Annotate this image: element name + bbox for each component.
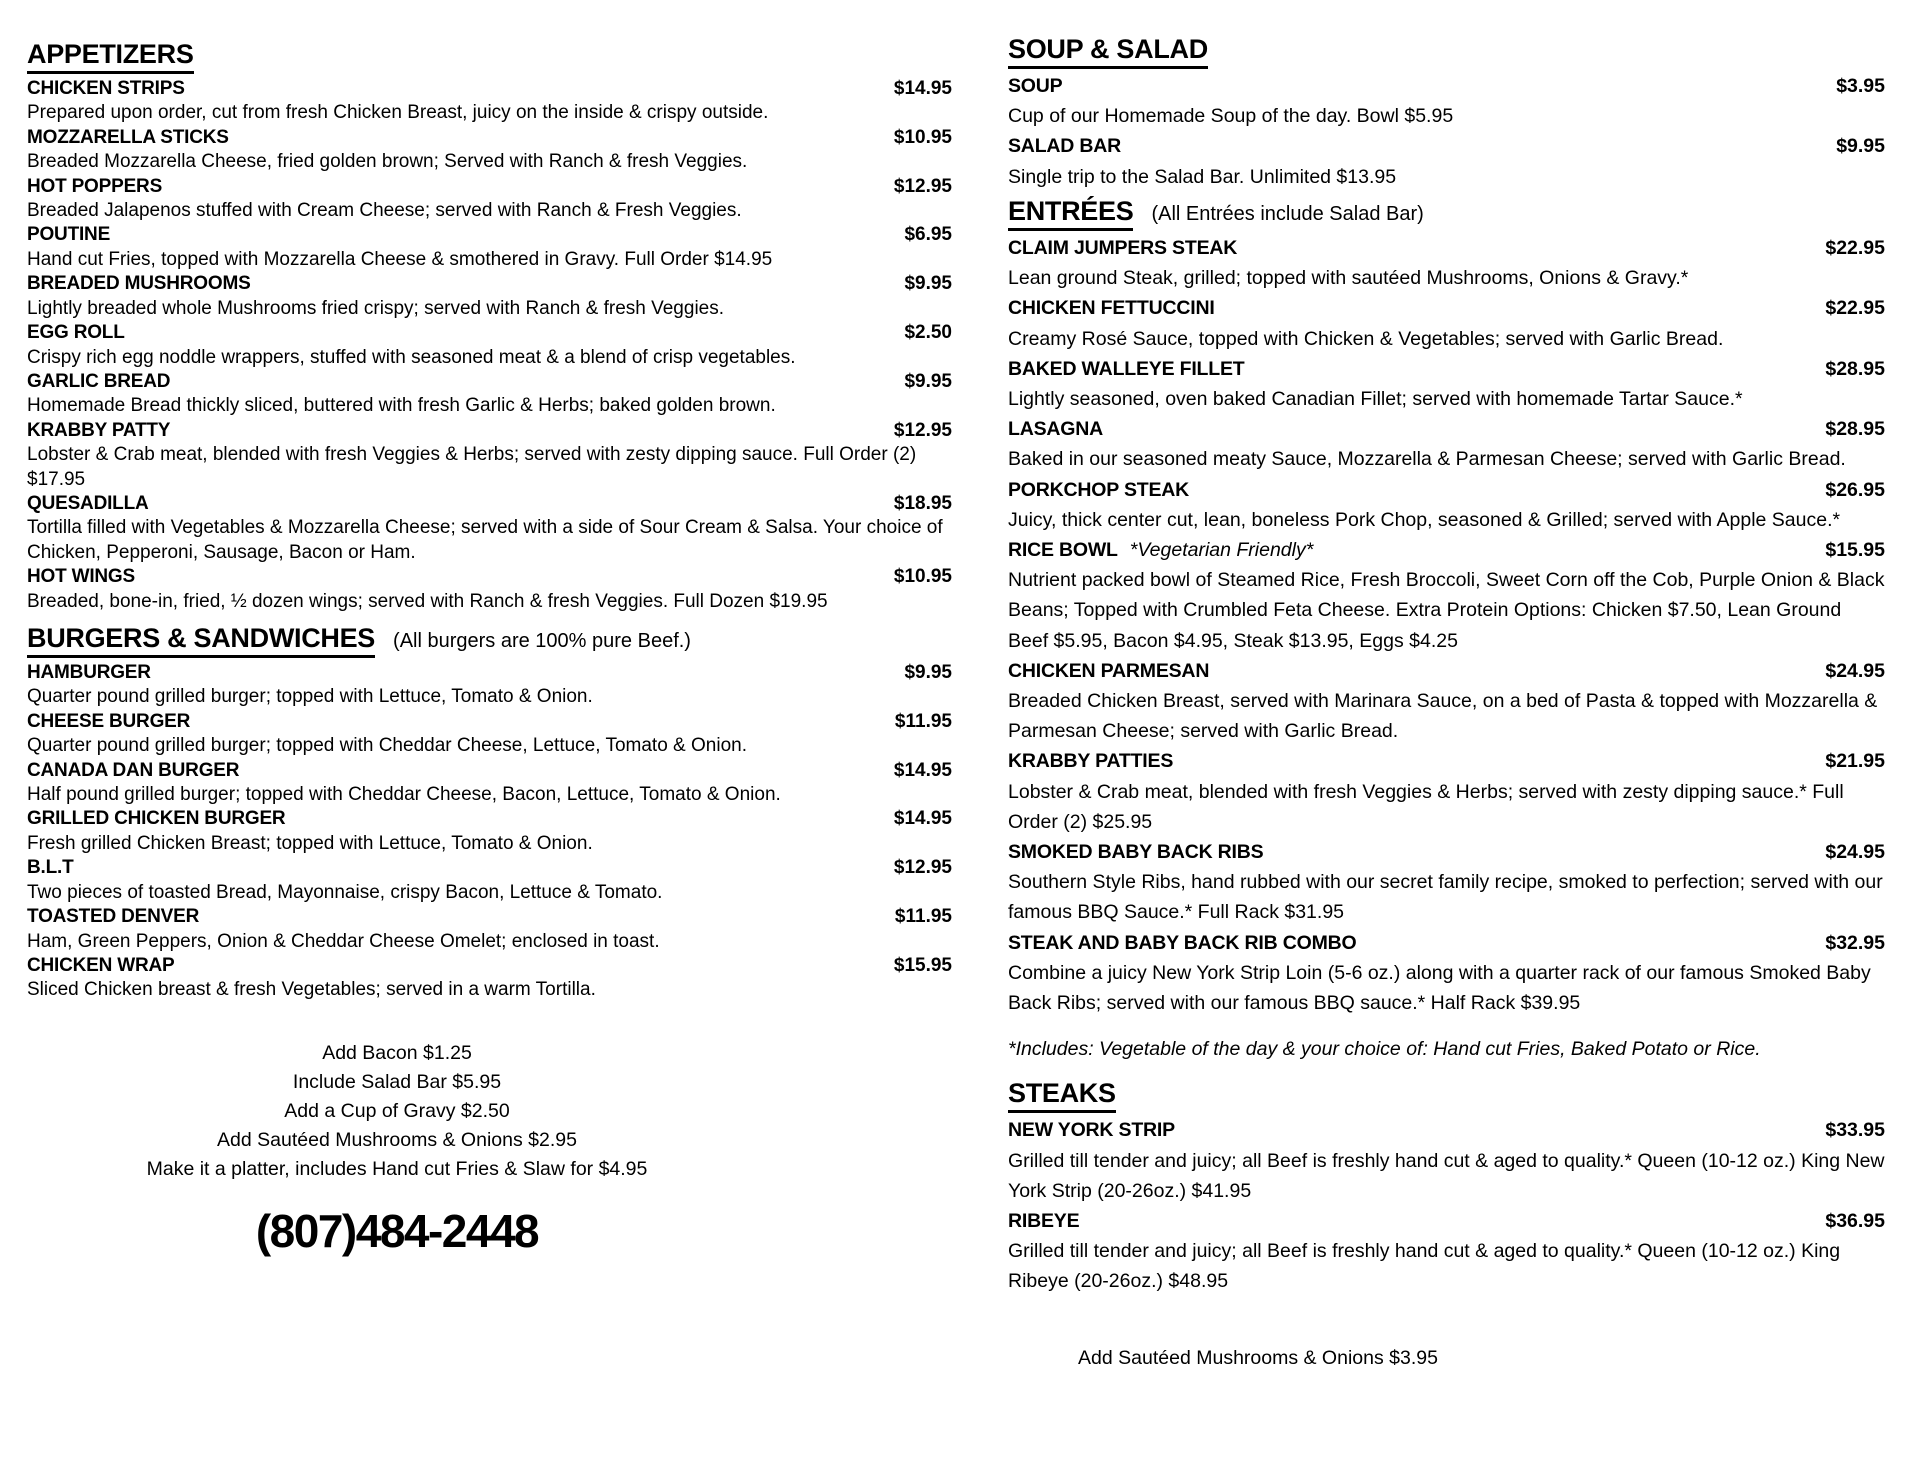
right-sections xyxy=(1008,34,1885,1297)
section-header xyxy=(1008,34,1885,69)
menu-item xyxy=(1008,746,1885,837)
item-description: Quarter pound grilled burger; topped with Lettuce, Tomato & Onion. xyxy=(27,686,593,708)
item-head xyxy=(1008,71,1885,101)
item-name: EGG ROLL xyxy=(27,322,125,344)
item-head xyxy=(1008,354,1885,384)
item-price: $2.50 xyxy=(904,322,952,344)
item-price: $6.95 xyxy=(904,224,952,246)
menu-item xyxy=(27,272,952,321)
item-head xyxy=(27,321,952,345)
item-head xyxy=(1008,656,1885,686)
menu-item xyxy=(1008,71,1885,131)
menu-item xyxy=(27,321,952,370)
menu-item xyxy=(27,492,952,565)
item-name: RICE BOWL xyxy=(1008,538,1118,561)
item-name-note: *Vegetarian Friendly* xyxy=(1129,538,1314,561)
item-head xyxy=(27,759,952,783)
item-description: Tortilla filled with Vegetables & Mozzarella Cheese; served with a side of Sour Cream & Salsa. Your choice of Chicken, Pepperoni, Sausage, Bacon or Ham. xyxy=(27,517,943,563)
item-head xyxy=(1008,233,1885,263)
item-name: SOUP xyxy=(1008,75,1063,98)
item-description: Fresh grilled Chicken Breast; topped with Lettuce, Tomato & Onion. xyxy=(27,832,593,854)
item-description: Lobster & Crab meat, blended with fresh Veggies & Herbs; served with zesty dipping sauce.* Full Order (2) $25.95 xyxy=(1008,780,1844,833)
item-price: $26.95 xyxy=(1825,478,1885,501)
item-name: NEW YORK STRIP xyxy=(1008,1119,1175,1142)
item-price: $14.95 xyxy=(893,78,952,100)
left-sections xyxy=(27,39,952,1003)
section-header xyxy=(1008,1078,1885,1113)
menu-item xyxy=(27,223,952,272)
item-name: BAKED WALLEYE FILLET xyxy=(1008,357,1245,380)
item-name: MOZZARELLA STICKS xyxy=(27,126,229,148)
section-items xyxy=(1008,1115,1885,1296)
addon-line: Add Bacon $1.25 xyxy=(322,1041,472,1064)
left-addons xyxy=(27,1039,767,1184)
section-title: STEAKS xyxy=(1008,1078,1116,1113)
menu-item xyxy=(27,759,952,808)
item-price: $18.95 xyxy=(893,492,952,514)
item-description: Crispy rich egg noddle wrappers, stuffed with seasoned meat & a blend of crisp vegetables. xyxy=(27,346,796,368)
addon-line: Add Sautéed Mushrooms & Onions $2.95 xyxy=(217,1128,577,1151)
section-items xyxy=(27,77,952,614)
item-price: $22.95 xyxy=(1825,297,1885,320)
item-head xyxy=(27,710,952,734)
item-name: STEAK AND BABY BACK RIB COMBO xyxy=(1008,931,1357,954)
item-price: $10.95 xyxy=(893,566,952,588)
menu-item xyxy=(27,807,952,856)
item-head xyxy=(1008,414,1885,444)
addon-line: Include Salad Bar $5.95 xyxy=(292,1070,502,1093)
item-price: $21.95 xyxy=(1825,750,1885,773)
item-price: $11.95 xyxy=(894,906,952,928)
item-name: KRABBY PATTY xyxy=(27,419,171,441)
right-column xyxy=(1008,30,1885,1373)
item-name: CHICKEN WRAP xyxy=(27,954,175,976)
menu-item xyxy=(27,565,952,614)
item-name: CANADA DAN BURGER xyxy=(27,759,240,781)
menu-section xyxy=(1008,196,1885,1065)
left-column xyxy=(27,30,952,1373)
menu-item xyxy=(1008,928,1885,1019)
item-description: Breaded, bone-in, fried, ½ dozen wings; served with Ranch & fresh Veggies. Full Dozen $19.95 xyxy=(27,590,828,612)
item-head xyxy=(27,565,952,589)
menu-item xyxy=(27,370,952,419)
item-head xyxy=(27,370,952,394)
menu-item xyxy=(27,661,952,710)
item-name: KRABBY PATTIES xyxy=(1008,750,1174,773)
section-header xyxy=(27,39,952,74)
item-head xyxy=(27,77,952,101)
phone-number: (807)484-2448 xyxy=(255,1204,539,1257)
menu-item xyxy=(27,175,952,224)
item-price: $28.95 xyxy=(1825,357,1885,380)
menu-section xyxy=(1008,1078,1885,1296)
item-price: $24.95 xyxy=(1825,659,1885,682)
item-name: CHICKEN FETTUCCINI xyxy=(1008,297,1215,320)
item-price: $32.95 xyxy=(1825,931,1885,954)
item-description: Sliced Chicken breast & fresh Vegetables; served in a warm Tortilla. xyxy=(27,979,596,1001)
item-head xyxy=(1008,475,1885,505)
addon-line: Make it a platter, includes Hand cut Fries & Slaw for $4.95 xyxy=(146,1157,648,1180)
item-name: QUESADILLA xyxy=(27,492,149,514)
addon-line: Add a Cup of Gravy $2.50 xyxy=(284,1099,510,1122)
item-head xyxy=(27,126,952,150)
item-description: Half pound grilled burger; topped with Cheddar Cheese, Bacon, Lettuce, Tomato & Onion. xyxy=(27,784,781,806)
item-head xyxy=(1008,837,1885,867)
item-head xyxy=(1008,928,1885,958)
item-description: Ham, Green Peppers, Onion & Cheddar Cheese Omelet; enclosed in toast. xyxy=(27,930,660,952)
item-description: Juicy, thick center cut, lean, boneless Pork Chop, seasoned & Grilled; served with Apple Sauce.* xyxy=(1008,508,1841,531)
item-description: Two pieces of toasted Bread, Mayonnaise, crispy Bacon, Lettuce & Tomato. xyxy=(27,881,663,903)
item-description: Combine a juicy New York Strip Loin (5-6 oz.) along with a quarter rack of our famous Smoked Baby Back Ribs; served with our famous BBQ sauce.* Half Rack $39.95 xyxy=(1008,961,1871,1014)
section-note: (All burgers are 100% pure Beef.) xyxy=(393,629,691,652)
item-price: $15.95 xyxy=(893,954,952,976)
item-name: HOT POPPERS xyxy=(27,175,163,197)
item-name: SMOKED BABY BACK RIBS xyxy=(1008,840,1264,863)
item-name: TOASTED DENVER xyxy=(27,906,200,928)
section-header xyxy=(1008,196,1885,231)
item-head xyxy=(1008,535,1885,565)
item-head xyxy=(1008,1206,1885,1236)
item-name: BREADED MUSHROOMS xyxy=(27,273,251,295)
item-name: RIBEYE xyxy=(1008,1210,1080,1233)
menu-item xyxy=(1008,535,1885,656)
menu-item xyxy=(1008,233,1885,293)
item-price: $9.95 xyxy=(904,370,952,392)
item-description: Lightly seasoned, oven baked Canadian Fillet; served with homemade Tartar Sauce.* xyxy=(1008,387,1743,410)
item-description: Prepared upon order, cut from fresh Chicken Breast, juicy on the inside & crispy outside. xyxy=(27,102,769,124)
item-price: $10.95 xyxy=(893,126,952,148)
item-description: Creamy Rosé Sauce, topped with Chicken & Vegetables; served with Garlic Bread. xyxy=(1008,327,1724,350)
item-description: Lobster & Crab meat, blended with fresh Veggies & Herbs; served with zesty dipping sauce. Full Order (2) $17.95 xyxy=(27,444,917,490)
item-name: HAMBURGER xyxy=(27,662,151,684)
item-name: CHICKEN STRIPS xyxy=(27,78,185,100)
menu-item xyxy=(27,419,952,492)
item-description: Grilled till tender and juicy; all Beef is freshly hand cut & aged to quality.* Queen (10-12 oz.) King New York Strip (20-26oz.) $41.95 xyxy=(1008,1149,1885,1202)
item-price: $9.95 xyxy=(1836,135,1885,158)
item-name: CHICKEN PARMESAN xyxy=(1008,659,1210,682)
item-description: Baked in our seasoned meaty Sauce, Mozzarella & Parmesan Cheese; served with Garlic Bread. xyxy=(1008,448,1846,471)
menu-item xyxy=(27,77,952,126)
menu-item xyxy=(27,856,952,905)
right-addons xyxy=(1008,1343,1508,1373)
item-name: LASAGNA xyxy=(1008,418,1104,441)
item-name: GARLIC BREAD xyxy=(27,370,171,392)
menu-item xyxy=(1008,1115,1885,1206)
item-head xyxy=(1008,293,1885,323)
menu-section xyxy=(27,623,952,1003)
item-head xyxy=(27,661,952,685)
item-head xyxy=(27,954,952,978)
item-description: Cup of our Homemade Soup of the day. Bowl $5.95 xyxy=(1008,105,1454,128)
item-price: $28.95 xyxy=(1825,418,1885,441)
menu-section xyxy=(27,39,952,614)
item-price: $9.95 xyxy=(904,273,952,295)
item-name: POUTINE xyxy=(27,224,111,246)
item-description: Single trip to the Salad Bar. Unlimited $13.95 xyxy=(1008,165,1397,188)
item-head xyxy=(1008,746,1885,776)
item-head xyxy=(27,175,952,199)
menu-item xyxy=(1008,131,1885,191)
item-name: PORKCHOP STEAK xyxy=(1008,478,1190,501)
item-head xyxy=(27,492,952,516)
section-footnote: *Includes: Vegetable of the day & your choice of: Hand cut Fries, Baked Potato or Rice. xyxy=(1008,1038,1761,1061)
item-description: Quarter pound grilled burger; topped with Cheddar Cheese, Lettuce, Tomato & Onion. xyxy=(27,735,747,757)
menu-item xyxy=(1008,293,1885,353)
menu-item xyxy=(27,710,952,759)
item-price: $12.95 xyxy=(893,857,952,879)
item-description: Southern Style Ribs, hand rubbed with our secret family recipe, smoked to perfection; served with our famous BBQ Sauce.* Full Rack $31.95 xyxy=(1008,871,1883,924)
item-head xyxy=(1008,1115,1885,1145)
item-price: $12.95 xyxy=(893,419,952,441)
section-title: ENTRÉES xyxy=(1008,196,1133,231)
item-description: Breaded Jalapenos stuffed with Cream Cheese; served with Ranch & Fresh Veggies. xyxy=(27,200,742,222)
item-name: HOT WINGS xyxy=(27,566,135,588)
item-price: $24.95 xyxy=(1825,840,1885,863)
item-name: SALAD BAR xyxy=(1008,135,1122,158)
item-name: CHEESE BURGER xyxy=(27,710,191,732)
item-head xyxy=(1008,131,1885,161)
item-description: Breaded Chicken Breast, served with Marinara Sauce, on a bed of Pasta & topped with Mozzarella & Parmesan Cheese; served with Garlic Bread. xyxy=(1008,689,1878,743)
item-name: CLAIM JUMPERS STEAK xyxy=(1008,236,1238,259)
section-title: SOUP & SALAD xyxy=(1008,34,1208,69)
section-items xyxy=(1008,233,1885,1018)
item-description: Nutrient packed bowl of Steamed Rice, Fresh Broccoli, Sweet Corn off the Cob, Purple Onion & Black Beans; Topped with Crumbled Feta Cheese. Extra Protein Options: Chicken $7.50, Lean Ground Beef $5.95, Bacon $4.95, Steak $13.95, Eggs $4.25 xyxy=(1008,569,1885,652)
section-items xyxy=(27,661,952,1003)
menu-item xyxy=(1008,475,1885,535)
item-price: $15.95 xyxy=(1825,538,1885,561)
item-head xyxy=(27,856,952,880)
section-title: BURGERS & SANDWICHES xyxy=(27,623,375,658)
item-head xyxy=(27,807,952,831)
item-price: $3.95 xyxy=(1836,75,1885,98)
item-head xyxy=(27,223,952,247)
menu-item xyxy=(1008,656,1885,747)
section-note: (All Entrées include Salad Bar) xyxy=(1151,202,1424,225)
item-price: $14.95 xyxy=(893,808,952,830)
item-head xyxy=(27,905,952,929)
section-items xyxy=(1008,71,1885,192)
item-price: $22.95 xyxy=(1825,236,1885,259)
menu-item xyxy=(1008,837,1885,928)
item-head xyxy=(27,272,952,296)
item-price: $9.95 xyxy=(904,662,952,684)
menu-item xyxy=(27,905,952,954)
item-description: Grilled till tender and juicy; all Beef is freshly hand cut & aged to quality.* Queen (10-12 oz.) King Ribeye (20-26oz.) $48.95 xyxy=(1008,1240,1841,1293)
item-description: Lean ground Steak, grilled; topped with sautéed Mushrooms, Onions & Gravy.* xyxy=(1008,267,1689,290)
item-price: $14.95 xyxy=(893,759,952,781)
item-name: GRILLED CHICKEN BURGER xyxy=(27,808,286,830)
item-name: B.L.T xyxy=(27,857,74,879)
menu-item xyxy=(1008,414,1885,474)
menu-item xyxy=(1008,354,1885,414)
menu-item xyxy=(1008,1206,1885,1297)
section-header xyxy=(27,623,952,658)
item-head xyxy=(27,419,952,443)
item-price: $36.95 xyxy=(1825,1210,1885,1233)
section-title: APPETIZERS xyxy=(27,39,194,74)
menu-section xyxy=(1008,34,1885,192)
item-description: Lightly breaded whole Mushrooms fried crispy; served with Ranch & fresh Veggies. xyxy=(27,297,725,319)
item-description: Homemade Bread thickly sliced, buttered with fresh Garlic & Herbs; baked golden brown. xyxy=(27,395,776,417)
menu-item xyxy=(27,954,952,1003)
item-price: $33.95 xyxy=(1825,1119,1885,1142)
item-description: Hand cut Fries, topped with Mozzarella Cheese & smothered in Gravy. Full Order $14.95 xyxy=(27,248,773,270)
addon-line: Add Sautéed Mushrooms & Onions $3.95 xyxy=(1078,1346,1438,1369)
item-price: $11.95 xyxy=(894,710,952,732)
menu-item xyxy=(27,126,952,175)
item-description: Breaded Mozzarella Cheese, fried golden brown; Served with Ranch & fresh Veggies. xyxy=(27,151,748,173)
item-price: $12.95 xyxy=(893,175,952,197)
